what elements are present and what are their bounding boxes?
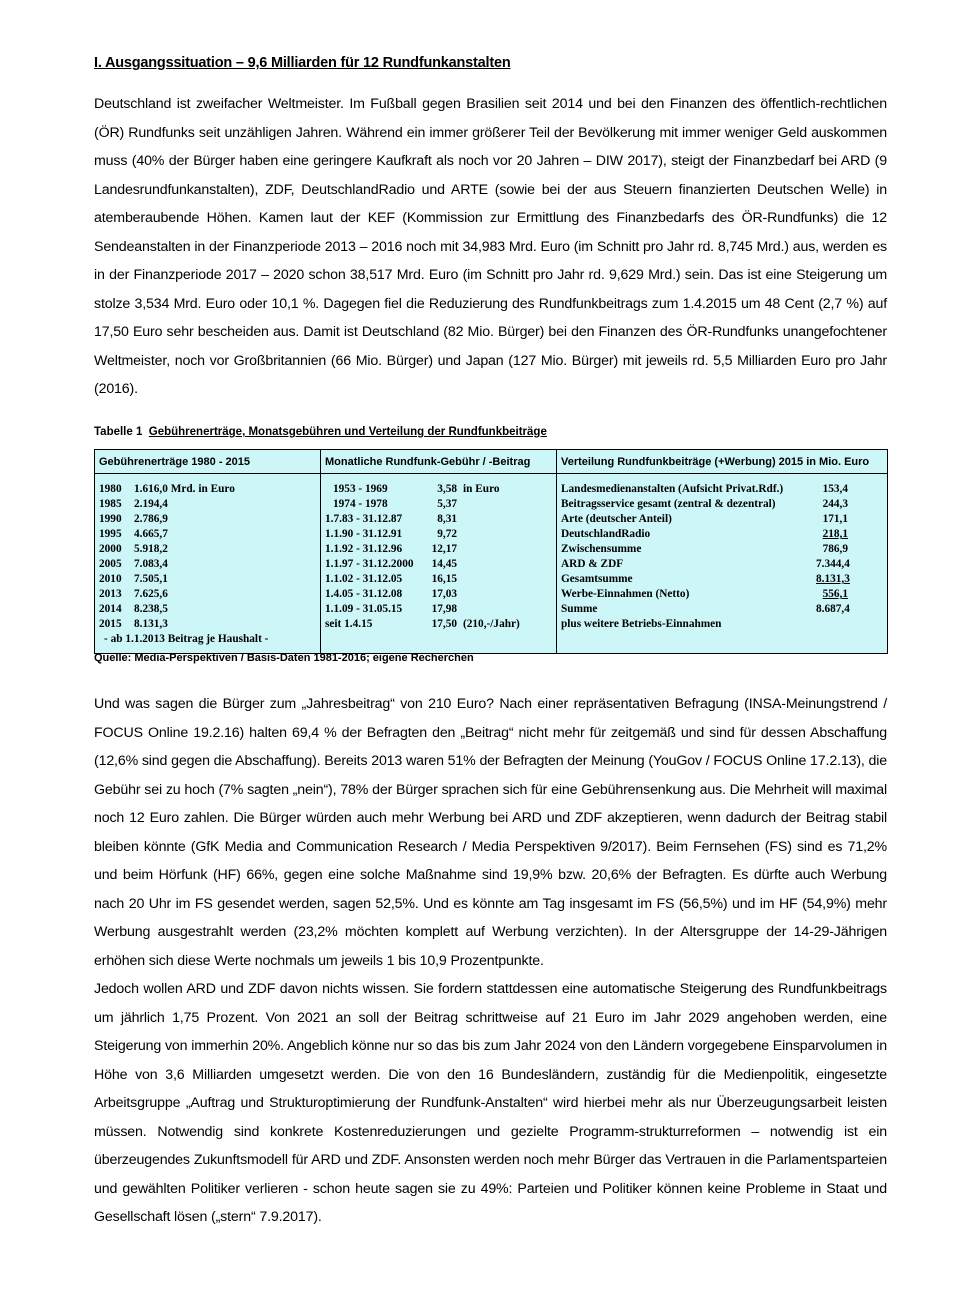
distribution-row: Werbe-Einnahmen (Netto) 556,1: [561, 588, 848, 600]
distribution-row: plus weitere Betriebs-Einnahmen: [561, 618, 722, 630]
income-row: 1990 2.786,9: [99, 513, 168, 525]
income-row: 1980 1.616,0 Mrd. in Euro: [99, 483, 235, 495]
income-row: 2000 5.918,2: [99, 543, 168, 555]
fee-income-cell: [95, 474, 321, 654]
table-body-row: [95, 474, 888, 654]
distribution-row: Landesmedienanstalten (Aufsicht Privat.Rdf.) 153,4: [561, 483, 848, 495]
paragraph-survey: Und was sagen die Bürger zum „Jahresbeitrag“ von 210 Euro? Nach einer repräsentativen Befragung (INSA-Meinungstrend / FOCUS Online 19.2.16) halten 69,4 % der Befragten den „Beitrag“ nicht mehr für zeitgemäß und sind für dessen Abschaffung (12,6% sind gegen die Abschaffung). Bereits 2013 waren 51% der Befragten der Meinung (YouGov / FOCUS Online 17.2.13), die Gebühr sei zu hoch (7% sagten „nein“), 78% der Bürger sprachen sich für eine Gebührensenkung aus. Die Mehrheit will maximal noch 12 Euro zahlen. Die Bürger würden auch mehr Werbung bei ARD und ZDF akzeptieren, wenn dadurch der Beitrag stabil bleiben könnte (GfK Media and Communication Research / Media Perspektiven 9/2017). Beim Fernsehen (FS) sind es 71,2% und beim Hörfunk (HF) 66%, gegen eine solche Maßnahme sind 19,9% bzw. 20,6% der Befragten. Es dürfte auch Werbung nach 20 Uhr im FS gesendet werden, sagen 52,5%. Und es könnte am Tag insgesamt im FS (56,5%) und im HF (54,9%) mehr Werbung ausgestrahlt werden (23,2% möchten komplett auf Werbung verzichten). In der Altersgruppe der 14-29-Jährigen erhöhen sich diese Werte nochmals um jeweils 1 bis 10,9 Prozentpunkte.: [94, 696, 887, 969]
distribution-row: Zwischensumme 786,9: [561, 543, 848, 555]
header-fee-income: Gebührenerträge 1980 - 2015: [95, 450, 321, 474]
fee-row: 1.4.05 - 31.12.08 17,03: [325, 588, 457, 600]
distribution-row: Gesamtsumme 8.131,3: [561, 573, 850, 585]
table-caption-label: Tabelle 1: [94, 426, 143, 438]
income-row: 2010 7.505,1: [99, 573, 168, 585]
income-note: - ab 1.1.2013 Beitrag je Haushalt -: [104, 633, 269, 645]
finance-table: [94, 449, 888, 654]
distribution-row: DeutschlandRadio 218,1: [561, 528, 848, 540]
distribution-row: Summe 8.687,4: [561, 603, 850, 615]
distribution-row: Arte (deutscher Anteil) 171,1: [561, 513, 848, 525]
income-row: 1995 4.665,7: [99, 528, 168, 540]
distribution-row: ARD & ZDF 7.344,4: [561, 558, 850, 570]
fee-row: 1.1.90 - 31.12.91 9,72: [325, 528, 457, 540]
income-row: 2014 8.238,5: [99, 603, 168, 615]
distribution-row: Beitragsservice gesamt (zentral & dezentral) 244,3: [561, 498, 848, 510]
income-row: 2013 7.625,6: [99, 588, 168, 600]
fee-row: 1.1.09 - 31.05.15 17,98: [325, 603, 457, 615]
fee-row: 1953 - 1969 3,58 in Euro: [333, 483, 500, 495]
header-monthly-fee: Monatliche Rundfunk-Gebühr / -Beitrag: [321, 450, 557, 474]
header-distribution: Verteilung Rundfunkbeiträge (+Werbung) 2015 in Mio. Euro: [557, 450, 888, 474]
fee-row: 1.7.83 - 31.12.87 8,31: [325, 513, 457, 525]
fee-row: 1.1.97 - 31.12.2000 14,45: [325, 558, 457, 570]
fee-row: 1974 - 1978 5,37: [333, 498, 457, 510]
income-row: 2005 7.083,4: [99, 558, 168, 570]
income-row: 1985 2.194,4: [99, 498, 168, 510]
section-heading: I. Ausgangssituation – 9,6 Milliarden für 12 Rundfunkanstalten: [94, 55, 511, 71]
fee-row: 1.1.92 - 31.12.96 12,17: [325, 543, 457, 555]
fee-row: seit 1.4.15 17,50 (210,-/Jahr): [325, 618, 520, 630]
distribution-cell: [557, 474, 888, 654]
paragraph-intro: Deutschland ist zweifacher Weltmeister. Im Fußball gegen Brasilien seit 2014 und bei den Finanzen des öffentlich-rechtlichen (ÖR) Rundfunks seit unzähligen Jahren. Während ein immer größerer Teil der Bevölkerung mit immer weniger Geld auskommen muss (40% der Bürger haben eine geringere Kaufkraft als noch vor 20 Jahren – DIW 2017), steigt der Finanzbedarf bei ARD (9 Landesrundfunkanstalten), ZDF, DeutschlandRadio und ARTE (sowie bei der aus Steuern finanzierten Deutschen Welle) in atemberaubende Höhen. Kamen laut der KEF (Kommission zur Ermittlung des Finanzbedarfs des ÖR-Rundfunks) die 12 Sendeanstalten in der Finanzperiode 2013 – 2016 noch mit 34,983 Mrd. Euro (im Schnitt pro Jahr rd. 8,745 Mrd.) aus, werden es in der Finanzperiode 2017 – 2020 schon 38,517 Mrd. Euro (im Schnitt pro Jahr rd. 9,629 Mrd.) sein. Das ist eine Steigerung um stolze 3,534 Mrd. Euro oder 10,1 %. Dagegen fiel die Reduzierung des Rundfunkbeitrags zum 1.4.2015 um 48 Cent (2,7 %) auf 17,50 Euro sehr bescheiden aus. Damit ist Deutschland (82 Mio. Bürger) bei den Finanzen des ÖR-Rundfunks unangefochtener Weltmeister, noch vor Großbritannien (66 Mio. Bürger) und Japan (127 Mio. Bürger) mit jeweils rd. 5,5 Milliarden Euro pro Jahr (2016).: [94, 96, 887, 397]
table-caption: [94, 426, 547, 438]
table-header-row: [95, 450, 888, 474]
table-source: Quelle: Media-Perspektiven / Basis-Daten 1981-2016; eigene Recherchen: [94, 652, 474, 664]
fee-row: 1.1.02 - 31.12.05 16,15: [325, 573, 457, 585]
paragraph-demands: Jedoch wollen ARD und ZDF davon nichts wissen. Sie fordern stattdessen eine automatische Steigerung des Rundfunkbeitrags um jährlich 1,75 Prozent. Von 2021 an soll der Beitrag schrittweise auf 21 Euro im Jahr 2029 angehoben werden, eine Steigerung von immerhin 20%. Angeblich könne nur so das bis zum Jahr 2024 von den Ländern vorgegebene Einsparvolumen in Höhe von 3,6 Milliarden umgesetzt werden. Die von den 16 Bundesländern, zuständig für die Medienpolitik, eingesetzte Arbeitsgruppe „Auftrag und Strukturoptimierung der Rundfunk-Anstalten“ wird hierbei mehr als nur Überzeugungsarbeit leisten müssen. Notwendig sind konkrete Kostenreduzierungen und gezielte Programm-strukturreformen – notwendig ist ein überzeugendes Zukunftsmodell für ARD und ZDF. Ansonsten werden noch mehr Bürger das Vertrauen in die Parlamentsparteien und gewählten Politiker verlieren - schon heute sagen sie zu 49%: Parteien und Politiker können keine Probleme in Staat und Gesellschaft lösen („stern“ 7.9.2017).: [94, 981, 887, 1225]
table-caption-title: Gebührenerträge, Monatsgebühren und Verteilung der Rundfunkbeiträge: [148, 426, 547, 438]
monthly-fee-cell: [321, 474, 557, 654]
income-row: 2015 8.131,3: [99, 618, 168, 630]
